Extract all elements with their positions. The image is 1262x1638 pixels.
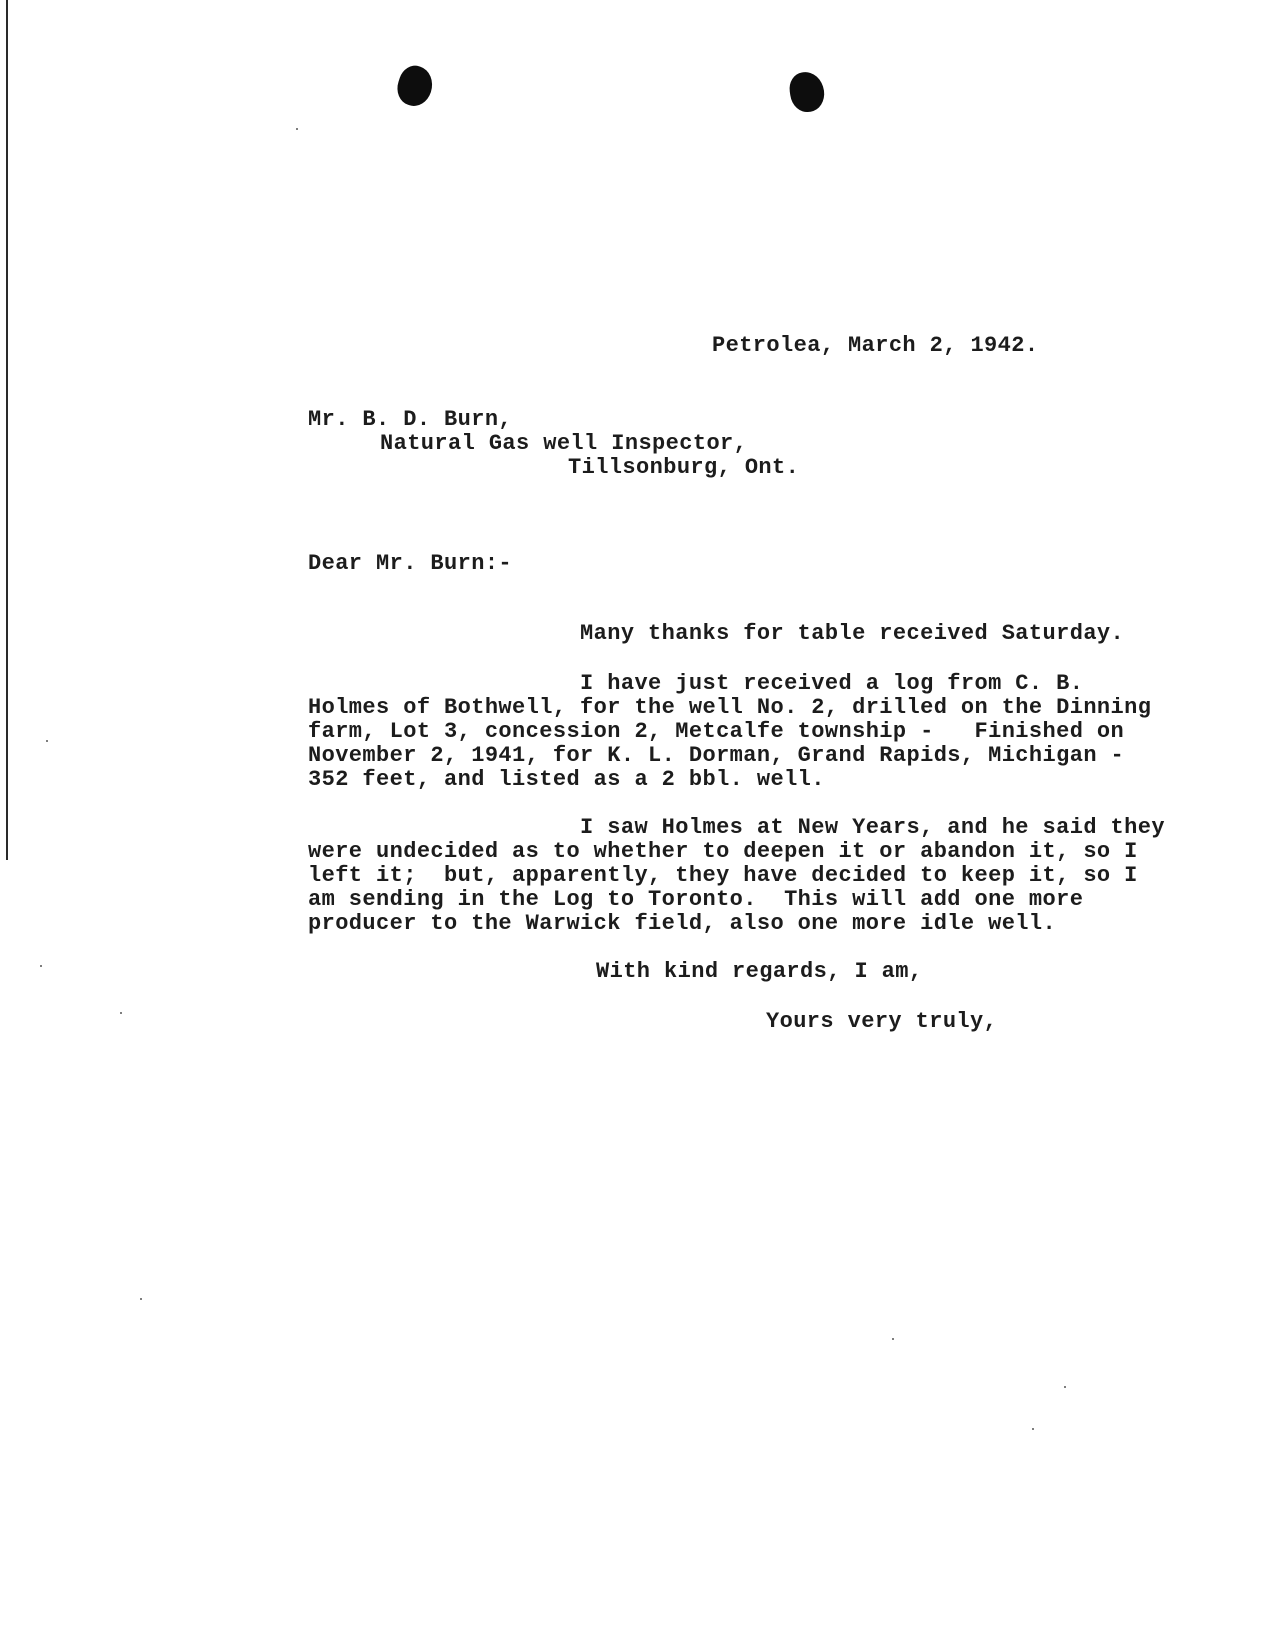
scan-speck — [892, 1338, 894, 1340]
dateline: Petrolea, March 2, 1942. — [712, 333, 1039, 358]
paragraph-log-received: I have just received a log from C. B. Holmes of Bothwell, for the well No. 2, drilled on the Dinning farm, Lot 3, concession 2, Metcalfe township - Finished on November 2, 1941, for K. L. Dorman, Grand Rapids, Michigan - 352 feet, and listed as a 2 bbl. well. — [308, 671, 1152, 792]
scan-speck — [40, 965, 42, 967]
recipient-name: Mr. B. D. Burn, — [308, 407, 513, 432]
scan-speck — [46, 740, 48, 742]
recipient-location: Tillsonburg, Ont. — [568, 455, 800, 480]
signoff: Yours very truly, — [766, 1009, 998, 1034]
salutation: Dear Mr. Burn:- — [308, 551, 513, 576]
scan-speck — [1064, 1386, 1066, 1388]
scan-speck — [140, 1298, 142, 1300]
recipient-title: Natural Gas well Inspector, — [380, 431, 748, 456]
scan-speck — [1032, 1428, 1034, 1430]
paragraph-holmes: I saw Holmes at New Years, and he said they were undecided as to whether to deepen it or abandon it, so I left it; but, apparently, they have decided to keep it, so I am sending in the Log to Toronto. This will add one more producer to the Warwick field, also one more idle well. — [308, 815, 1165, 936]
paragraph-thanks: Many thanks for table received Saturday. — [308, 621, 1125, 646]
scan-edge-line — [6, 0, 8, 860]
scan-speck — [120, 1012, 122, 1014]
punch-hole-left — [393, 62, 438, 111]
closing: With kind regards, I am, — [596, 959, 923, 984]
scan-speck — [296, 128, 298, 130]
punch-hole-right — [787, 70, 826, 114]
